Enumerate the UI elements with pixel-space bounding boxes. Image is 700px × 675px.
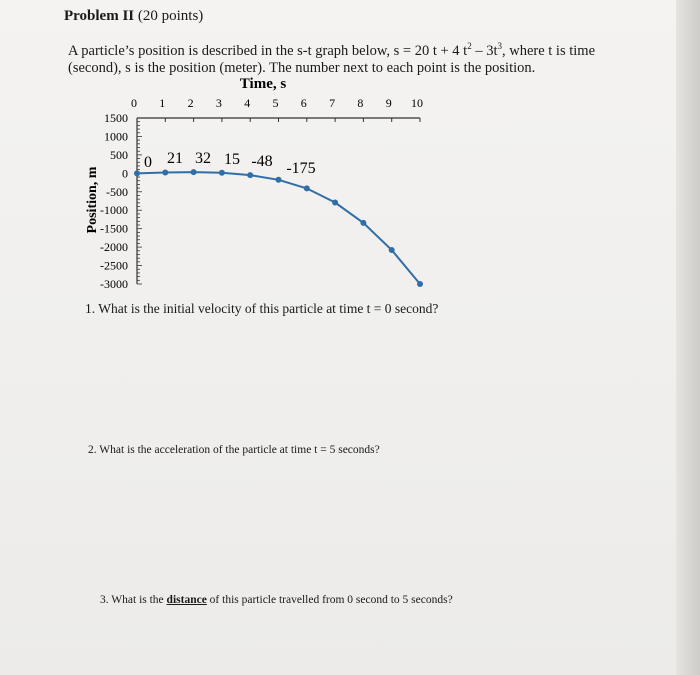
question-3-text-2: of this particle travelled from 0 second to 5 seconds?	[206, 594, 453, 606]
data-point	[134, 170, 140, 176]
data-point	[304, 185, 310, 191]
question-2: 2. What is the acceleration of the particle at time t = 5 seconds?	[88, 444, 380, 456]
data-point	[417, 281, 423, 287]
x-tick-label: 1	[159, 96, 166, 110]
x-tick-label: 8	[357, 96, 364, 110]
x-tick-label: 6	[300, 96, 307, 110]
point-value-label: 0	[144, 154, 152, 171]
s-t-graph	[0, 0, 700, 300]
exponent-2: 2	[467, 41, 472, 51]
question-3-distance: distance	[166, 594, 207, 606]
data-point	[247, 172, 253, 178]
point-value-label: 21	[167, 150, 183, 167]
data-point	[332, 200, 338, 206]
y-axis-title: Position, m	[85, 166, 100, 234]
point-value-label: 32	[195, 150, 211, 167]
y-tick-label: 1500	[104, 111, 128, 125]
x-tick-label: 2	[187, 96, 194, 110]
y-tick-label: -2500	[100, 258, 128, 273]
y-tick-label: -2000	[100, 240, 128, 255]
x-tick-label: 4	[244, 96, 251, 110]
y-tick-label: -1000	[100, 203, 128, 218]
x-tick-label: 5	[272, 96, 279, 110]
y-tick-label: -1500	[100, 221, 128, 236]
y-tick-label: 500	[110, 147, 128, 162]
description-text-3: , where t is time (second), s is the position (meter). The number next to each point is the position.	[68, 42, 596, 76]
point-value-label: 15	[224, 151, 240, 168]
x-tick-label: 7	[329, 96, 336, 110]
y-tick-label: -3000	[100, 277, 128, 291]
exponent-3: 3	[497, 41, 502, 51]
question-3	[100, 594, 453, 606]
data-point	[219, 170, 225, 176]
x-tick-label: 0	[131, 96, 137, 110]
data-point	[389, 247, 395, 253]
data-point	[162, 170, 168, 176]
description-text-2: – 3t	[471, 42, 498, 59]
question-3-text-1: 3. What is the	[100, 594, 167, 606]
question-1: 1. What is the initial velocity of this particle at time t = 0 second?	[85, 301, 439, 316]
problem-points: (20 points)	[137, 8, 204, 24]
data-point	[360, 220, 366, 226]
x-tick-label: 10	[411, 96, 423, 110]
y-tick-label: -500	[106, 184, 128, 199]
x-tick-label: 3	[215, 96, 222, 110]
x-tick-label: 9	[385, 96, 392, 110]
x-axis-title: Time, s	[239, 76, 287, 92]
description-text-1: A particle’s position is described in the s-t graph below, s = 20 t + 4 t	[68, 42, 468, 59]
point-value-label: -48	[251, 153, 273, 170]
y-tick-label: 1000	[104, 129, 128, 144]
position-curve	[137, 172, 420, 284]
data-point	[276, 177, 282, 183]
data-point	[191, 169, 197, 175]
y-tick-label: 0	[122, 166, 128, 181]
point-value-label: -175	[286, 160, 316, 177]
problem-heading: Problem II	[64, 8, 135, 24]
